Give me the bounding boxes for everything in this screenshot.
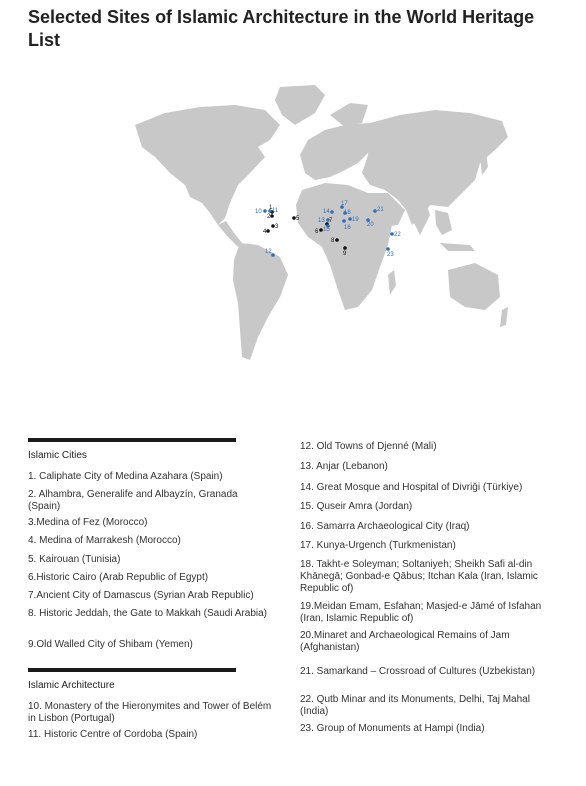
list-item: 4. Medina of Marrakesh (Morocco) xyxy=(28,535,181,546)
map-label-9: 9 xyxy=(343,251,347,257)
world-map xyxy=(130,85,510,370)
central-america-shape xyxy=(218,221,242,247)
list-item: 6.Historic Cairo (Arab Republic of Egypt) xyxy=(28,572,209,583)
list-item: 18. Takht-e Soleyman; Soltaniyeh; Sheikh Safi al-din Khānegā; Gonbad-e Qābus; Itchan Kala (Iran, Islamic Republic of) xyxy=(300,559,538,594)
map-marker-9 xyxy=(343,246,347,250)
map-label-1: 1 xyxy=(269,205,273,211)
list-item: 2. Alhambra, Generalife and Albayzín, Granada (Spain) xyxy=(28,489,238,512)
map-label-4: 4 xyxy=(263,229,267,235)
map-label-21: 21 xyxy=(377,207,384,213)
map-label-5: 5 xyxy=(296,216,300,222)
map-label-17: 17 xyxy=(341,201,348,207)
list-item: 8. Historic Jeddah, the Gate to Makkah (Saudi Arabia) xyxy=(28,608,268,619)
page-title: Selected Sites of Islamic Architecture in the World Heritage List xyxy=(28,7,535,50)
list-item: 10. Monastery of the Hieronymites and Tower of Belém in Lisbon (Portugal) xyxy=(28,701,272,724)
new-zealand-shape xyxy=(500,307,508,327)
map-label-19: 19 xyxy=(352,217,359,223)
map-label-16: 16 xyxy=(344,225,351,231)
list-item: 16. Samarra Archaeological City (Iraq) xyxy=(300,521,470,532)
map-marker-4 xyxy=(266,229,270,233)
map-label-18: 18 xyxy=(344,210,351,216)
map-label-23: 23 xyxy=(387,252,394,258)
section-rule-architecture xyxy=(28,668,236,672)
list-item: 23. Group of Monuments at Hampi (India) xyxy=(300,723,485,734)
map-label-2: 2 xyxy=(267,214,271,220)
map-label-15: 15 xyxy=(323,227,330,233)
scandinavia-shape xyxy=(330,103,368,127)
map-marker-2 xyxy=(270,214,274,218)
map-marker-8 xyxy=(335,238,339,242)
map-marker-14 xyxy=(330,210,334,214)
list-item: 7.Ancient City of Damascus (Syrian Arab Republic) xyxy=(28,590,254,601)
list-item: 22. Qutb Minar and its Monuments, Delhi, Taj Mahal (India) xyxy=(300,694,530,717)
list-item: 14. Great Mosque and Hospital of Divriği (Türkiye) xyxy=(300,482,523,493)
map-label-11: 11 xyxy=(272,208,279,214)
map-label-3: 3 xyxy=(275,224,279,230)
southeast-asia-shape xyxy=(435,210,475,251)
australia-shape xyxy=(448,263,500,310)
list-item: 1. Caliphate City of Medina Azahara (Spain) xyxy=(28,471,223,482)
greenland-shape xyxy=(275,85,325,125)
map-label-14: 14 xyxy=(323,209,330,215)
list-item: 19.Meidan Emam, Esfahan; Masjed-e Jāmé of Isfahan (Iran, Islamic Republic of) xyxy=(300,601,542,624)
map-label-12: 12 xyxy=(265,249,272,255)
map-label-7: 7 xyxy=(329,218,333,224)
south-america-shape xyxy=(233,243,288,360)
map-label-6: 6 xyxy=(315,229,319,235)
list-item: 12. Old Towns of Djenné (Mali) xyxy=(300,441,437,452)
list-item: 11. Historic Centre of Cordoba (Spain) xyxy=(28,729,198,740)
map-marker-10 xyxy=(263,209,267,213)
list-item: 21. Samarkand – Crossroad of Cultures (Uzbekistan) xyxy=(300,666,536,677)
section-heading-architecture: Islamic Architecture xyxy=(28,680,115,691)
section-heading-cities: Islamic Cities xyxy=(28,450,87,461)
map-label-8: 8 xyxy=(331,238,335,244)
list-item: 5. Kairouan (Tunisia) xyxy=(28,554,121,565)
list-item: 13. Anjar (Lebanon) xyxy=(300,461,388,472)
north-america-shape xyxy=(135,105,280,225)
map-marker-12 xyxy=(271,253,275,257)
list-item: 3.Medina of Fez (Morocco) xyxy=(28,517,148,528)
map-marker-23 xyxy=(386,247,390,251)
list-item: 9.Old Walled City of Shibam (Yemen) xyxy=(28,639,193,650)
list-item: 15. Quseir Amra (Jordan) xyxy=(300,501,413,512)
map-label-13: 13 xyxy=(318,218,325,224)
map-label-20: 20 xyxy=(367,222,374,228)
list-item: 17. Kunya-Urgench (Turkmenistan) xyxy=(300,540,456,551)
map-label-10: 10 xyxy=(255,209,262,215)
map-label-22: 22 xyxy=(394,232,401,238)
section-rule-cities xyxy=(28,438,236,442)
map-marker-16 xyxy=(342,219,346,223)
madagascar-shape xyxy=(388,270,396,295)
list-item: 20.Minaret and Archaeological Remains of Jam (Afghanistan) xyxy=(300,630,510,653)
